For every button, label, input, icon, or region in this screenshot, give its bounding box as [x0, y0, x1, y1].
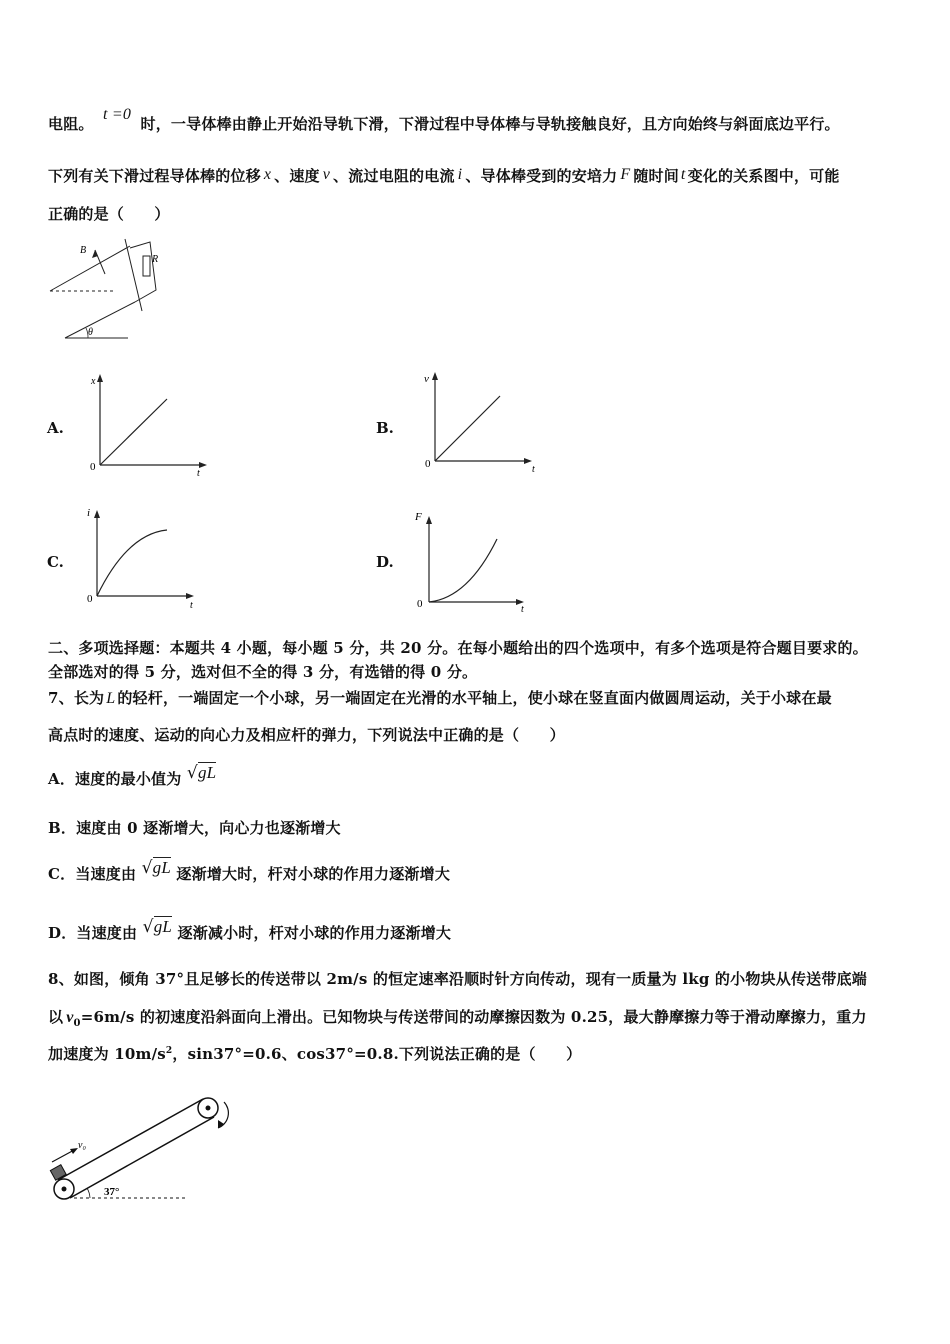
q8-text: 加速度为 10m/s: [48, 1045, 166, 1063]
option-d-graph[interactable]: [413, 506, 543, 616]
q8-text: ，sin37°=0.6、cos37°=0.8.下列说法正确的是（ ）: [172, 1045, 582, 1063]
q6-line2: [48, 165, 840, 186]
axis-x-label: t: [521, 604, 524, 615]
math-sup: 2: [165, 1046, 173, 1056]
math-i: i: [457, 166, 463, 183]
label-theta: θ: [88, 327, 93, 338]
axis-y-label: v: [424, 373, 429, 385]
sqrt-gL: √gL: [186, 763, 217, 783]
q7-option-text: A．速度的最小值为: [48, 770, 182, 788]
axis-x-label: t: [532, 464, 535, 475]
q7-option-d[interactable]: [48, 917, 452, 943]
math-F: F: [620, 166, 631, 183]
option-b-label[interactable]: B.: [376, 419, 394, 437]
axis-x-label: t: [190, 600, 193, 611]
section2-line2: 全部选对的得 5 分，选对但不全的得 3 分，有选错的得 0 分。: [48, 663, 478, 681]
origin-label: 0: [425, 458, 431, 470]
q6-text: 时，一导体棒由静止开始沿导轨下滑，下滑过程中导体棒与导轨接触良好，且方向始终与斜面底边平行。: [140, 115, 840, 133]
option-c-graph[interactable]: [82, 504, 212, 614]
label-v0: v₀: [78, 1140, 86, 1151]
q7-option-b[interactable]: B．速度由 0 逐渐增大，向心力也逐渐增大: [48, 819, 341, 837]
math-L: L: [106, 690, 116, 707]
label-angle: 37°: [104, 1186, 120, 1198]
math-v: v: [322, 166, 331, 183]
origin-label: 0: [417, 598, 423, 610]
axis-y-label: i: [87, 507, 91, 519]
q7-option-c[interactable]: [48, 858, 451, 884]
option-b-graph[interactable]: [420, 368, 550, 478]
q7-option-a[interactable]: [48, 763, 217, 789]
q6-text: 下列有关下滑过程导体棒的位移: [48, 167, 261, 185]
sqrt-gL: √gL: [141, 858, 171, 878]
q7-option-text: D．当速度由: [48, 924, 138, 942]
q6-text: 随时间: [633, 167, 679, 185]
axis-y-label: x: [91, 376, 96, 387]
q6-text: 、流过电阻的电流: [333, 167, 455, 185]
q8-line1: 8、如图，倾角 37°且足够长的传送带以 2m/s 的恒定速率沿顺时针方向传动，现有一质量为 lkg 的小物块从传送带底端: [48, 970, 867, 988]
origin-label: 0: [87, 593, 93, 605]
q8-line2: [48, 1006, 867, 1029]
q6-line1: [48, 106, 840, 134]
q7-option-text: C．当速度由: [48, 865, 137, 883]
math-t: t: [680, 166, 686, 183]
math-t0: t =0: [103, 106, 132, 123]
axis-y-label: F: [415, 511, 422, 523]
math-x: x: [263, 166, 272, 183]
label-R: R: [152, 254, 159, 265]
q7-line2: 高点时的速度、运动的向心力及相应杆的弹力，下列说法中正确的是（ ）: [48, 726, 565, 744]
math-v0-sub: 0: [73, 1018, 81, 1029]
q6-text: 、速度: [274, 167, 320, 185]
q8-line3: [48, 1043, 581, 1064]
conveyor-belt-figure: [40, 1088, 250, 1208]
option-a-graph[interactable]: [85, 370, 215, 480]
option-c-label[interactable]: C.: [47, 553, 64, 571]
q6-line3: 正确的是（ ）: [48, 205, 170, 223]
q6-text: 变化的关系图中，可能: [687, 167, 840, 185]
option-d-label[interactable]: D.: [376, 553, 394, 571]
label-B: B: [80, 245, 87, 256]
math-v0: v: [66, 1009, 74, 1026]
option-a-label[interactable]: A.: [47, 419, 64, 437]
origin-label: 0: [90, 461, 96, 473]
incline-rail-figure: [40, 236, 180, 346]
section2-line1: 二、多项选择题：本题共 4 小题，每小题 5 分，共 20 分。在每小题给出的四个选项中，有多个选项是符合题目要求的。: [48, 639, 868, 657]
q7-line1: [48, 687, 832, 708]
q6-text: 电阻。: [48, 115, 94, 133]
axis-x-label: t: [197, 468, 200, 479]
q6-text: 、导体棒受到的安培力: [465, 167, 618, 185]
q8-text: 以: [48, 1008, 64, 1026]
q7-text: 的轻杆，一端固定一个小球，另一端固定在光滑的水平轴上，使小球在竖直面内做圆周运动，关于小球在最: [117, 689, 832, 707]
q8-text: =6m/s 的初速度沿斜面向上滑出。已知物块与传送带间的动摩擦因数为 0.25，最大静摩擦力等于滑动摩擦力，重力: [80, 1008, 867, 1026]
sqrt-gL: √gL: [142, 917, 173, 937]
q7-text: 7、长为: [48, 689, 105, 707]
q7-option-text: 逐渐增大时，杆对小球的作用力逐渐增大: [176, 865, 451, 883]
q7-option-text: 逐渐减小时，杆对小球的作用力逐渐增大: [177, 924, 452, 942]
